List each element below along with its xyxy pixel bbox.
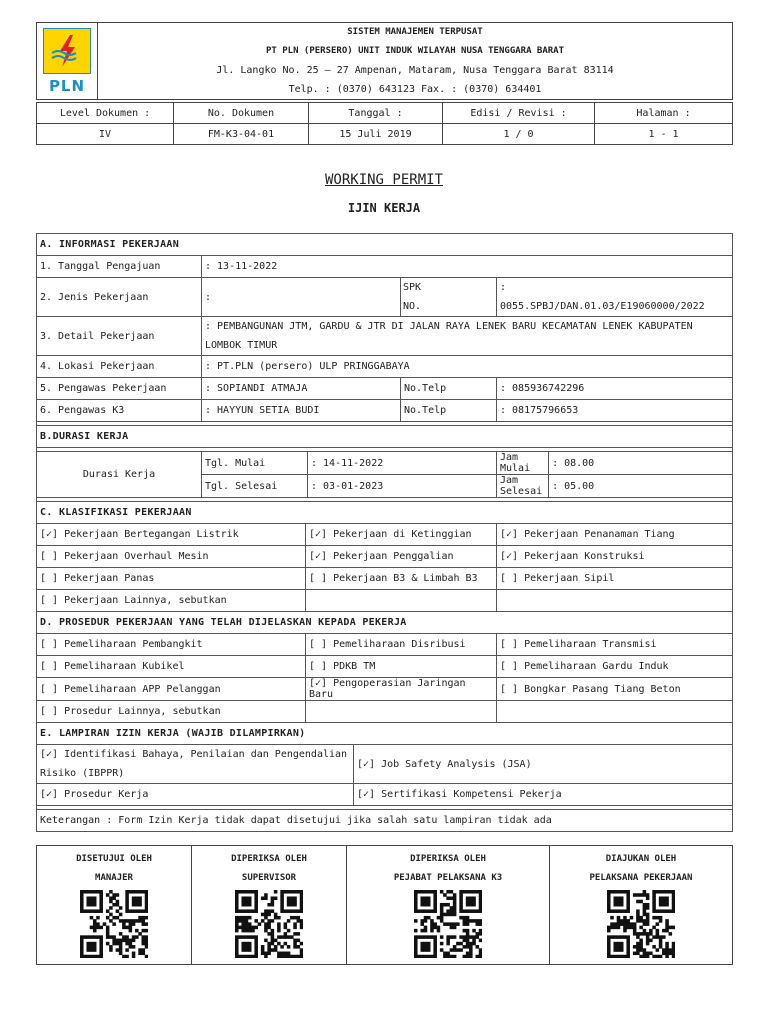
start-time-label: Jam Mulai	[497, 452, 549, 475]
attachment-item: [✓] Identifikasi Bahaya, Penilaian dan Pengendalian Risiko (IBPPR)	[37, 745, 354, 784]
job-location-label: 4. Lokasi Pekerjaan	[37, 356, 202, 378]
procedure-item-empty	[497, 701, 733, 723]
meta-label-number: No. Dokumen	[174, 103, 309, 124]
document-meta	[36, 102, 733, 145]
work-supervisor-value: : SOPIANDI ATMAJA	[202, 378, 401, 400]
attachment-item: [✓] Prosedur Kerja	[37, 784, 354, 806]
meta-value-level: IV	[37, 124, 174, 145]
signature-k3-officer	[347, 846, 550, 965]
spk-label	[401, 278, 497, 317]
end-time-value: : 05.00	[549, 475, 733, 498]
classification-item-empty	[306, 590, 497, 612]
section-a-heading: A. INFORMASI PEKERJAAN	[37, 234, 733, 256]
procedure-item-other: [ ] Prosedur Lainnya, sebutkan	[37, 701, 306, 723]
section-b-heading: B.DURASI KERJA	[37, 426, 733, 448]
start-date-label: Tgl. Mulai	[202, 452, 308, 475]
signature-table	[36, 845, 733, 965]
signature-title: SUPERVISOR	[241, 873, 297, 883]
spk-value-cell	[497, 278, 733, 317]
logo-cell	[37, 23, 98, 100]
pln-logo-icon	[43, 28, 91, 74]
meta-value-edition: 1 / 0	[443, 124, 595, 145]
spk-label-line2: NO.	[403, 301, 422, 312]
classification-item: [ ] Pekerjaan Sipil	[497, 568, 733, 590]
spk-colon: :	[500, 282, 507, 293]
k3-supervisor-phone: : 08175796653	[497, 400, 733, 422]
k3-supervisor-label: 6. Pengawas K3	[37, 400, 202, 422]
classification-item: [✓] Pekerjaan Konstruksi	[497, 546, 733, 568]
start-date-value: : 14-11-2022	[308, 452, 497, 475]
section-c-heading: C. KLASIFIKASI PEKERJAAN	[37, 502, 733, 524]
section-d-heading: D. PROSEDUR PEKERJAAN YANG TELAH DIJELASKAN KEPADA PEKERJA	[37, 612, 733, 634]
meta-label-level: Level Dokumen :	[37, 103, 174, 124]
k3-supervisor-value: : HAYYUN SETIA BUDI	[202, 400, 401, 422]
classification-item: [✓] Pekerjaan Bertegangan Listrik	[37, 524, 306, 546]
meta-label-date: Tanggal :	[309, 103, 443, 124]
qr-code-icon	[80, 890, 148, 958]
procedure-item: [✓] Pengoperasian Jaringan Baru	[306, 678, 497, 701]
procedure-item: [ ] Pemeliharaan Kubikel	[37, 656, 306, 678]
qr-code-icon	[607, 890, 675, 958]
meta-value-date: 15 Juli 2019	[309, 124, 443, 145]
classification-item: [✓] Pekerjaan Penanaman Tiang	[497, 524, 733, 546]
signature-title: MANAJER	[95, 873, 133, 883]
document-header	[36, 22, 733, 100]
work-supervisor-phone-label: No.Telp	[401, 378, 497, 400]
qr-code-icon	[414, 890, 482, 958]
attachment-note: Keterangan : Form Izin Kerja tidak dapat disetujui jika salah satu lampiran tidak ada	[37, 810, 733, 832]
signature-role: DISETUJUI OLEH	[76, 854, 152, 864]
work-supervisor-label: 5. Pengawas Pekerjaan	[37, 378, 202, 400]
job-type-value: :	[202, 278, 401, 317]
submission-date-label: 1. Tanggal Pengajuan	[37, 256, 202, 278]
procedure-item-empty	[306, 701, 497, 723]
signature-supervisor	[192, 846, 347, 965]
job-detail-label: 3. Detail Pekerjaan	[37, 317, 202, 356]
procedure-item: [ ] Pemeliharaan Gardu Induk	[497, 656, 733, 678]
procedure-item: [ ] Pemeliharaan Disribusi	[306, 634, 497, 656]
meta-label-page: Halaman :	[595, 103, 733, 124]
spk-number: 0055.SPBJ/DAN.01.03/E19060000/2022	[500, 301, 705, 312]
procedure-item: [ ] Pemeliharaan Pembangkit	[37, 634, 306, 656]
system-title: SISTEM MANAJEMEN TERPUSAT	[347, 27, 483, 37]
meta-value-number: FM-K3-04-01	[174, 124, 309, 145]
classification-item: [ ] Pekerjaan B3 & Limbah B3	[306, 568, 497, 590]
procedure-item: [ ] Pemeliharaan APP Pelanggan	[37, 678, 306, 701]
end-date-value: : 03-01-2023	[308, 475, 497, 498]
meta-label-edition: Edisi / Revisi :	[443, 103, 595, 124]
page-title: WORKING PERMIT	[324, 172, 443, 188]
procedure-item: [ ] Bongkar Pasang Tiang Beton	[497, 678, 733, 701]
signature-title: PELAKSANA PEKERJAAN	[589, 873, 693, 883]
classification-item: [✓] Pekerjaan di Ketinggian	[306, 524, 497, 546]
signature-worker	[550, 846, 733, 965]
signature-manager	[37, 846, 192, 965]
classification-item: [ ] Pekerjaan Overhaul Mesin	[37, 546, 306, 568]
signature-role: DIPERIKSA OLEH	[410, 854, 486, 864]
duration-label: Durasi Kerja	[37, 452, 202, 498]
k3-supervisor-phone-label: No.Telp	[401, 400, 497, 422]
start-time-value: : 08.00	[549, 452, 733, 475]
attachment-item: [✓] Sertifikasi Kompetensi Pekerja	[354, 784, 733, 806]
classification-item-other: [ ] Pekerjaan Lainnya, sebutkan	[37, 590, 306, 612]
job-location-value: : PT.PLN (persero) ULP PRINGGABAYA	[202, 356, 733, 378]
signature-role: DIPERIKSA OLEH	[231, 854, 307, 864]
qr-code-icon	[235, 890, 303, 958]
submission-date-value: : 13-11-2022	[202, 256, 733, 278]
end-time-label: Jam Selesai	[497, 475, 549, 498]
company-name: PT PLN (PERSERO) UNIT INDUK WILAYAH NUSA TENGGARA BARAT	[265, 46, 564, 56]
signature-role: DIAJUKAN OLEH	[605, 854, 677, 864]
procedure-item: [ ] PDKB TM	[306, 656, 497, 678]
meta-value-page: 1 - 1	[595, 124, 733, 145]
spk-label-line1: SPK	[403, 282, 422, 293]
job-detail-value: : PEMBANGUNAN JTM, GARDU & JTR DI JALAN RAYA LENEK BARU KECAMATAN LENEK KABUPATEN LOMBOK TIMUR	[202, 317, 733, 356]
permit-form	[36, 233, 733, 832]
logo-text: PLN	[48, 76, 86, 95]
company-contact: Telp. : (0370) 643123 Fax. : (0370) 634401	[288, 84, 542, 95]
end-date-label: Tgl. Selesai	[202, 475, 308, 498]
work-supervisor-phone: : 085936742296	[497, 378, 733, 400]
signature-title: PEJABAT PELAKSANA K3	[393, 873, 503, 883]
job-type-label: 2. Jenis Pekerjaan	[37, 278, 202, 317]
procedure-item: [ ] Pemeliharaan Transmisi	[497, 634, 733, 656]
classification-item-empty	[497, 590, 733, 612]
classification-item: [✓] Pekerjaan Penggalian	[306, 546, 497, 568]
company-address: Jl. Langko No. 25 – 27 Ampenan, Mataram, Nusa Tenggara Barat 83114	[216, 65, 614, 76]
section-e-heading: E. LAMPIRAN IZIN KERJA (WAJIB DILAMPIRKAN)	[37, 723, 733, 745]
attachment-item: [✓] Job Safety Analysis (JSA)	[354, 745, 733, 784]
classification-item: [ ] Pekerjaan Panas	[37, 568, 306, 590]
page-subtitle: IJIN KERJA	[347, 201, 421, 215]
